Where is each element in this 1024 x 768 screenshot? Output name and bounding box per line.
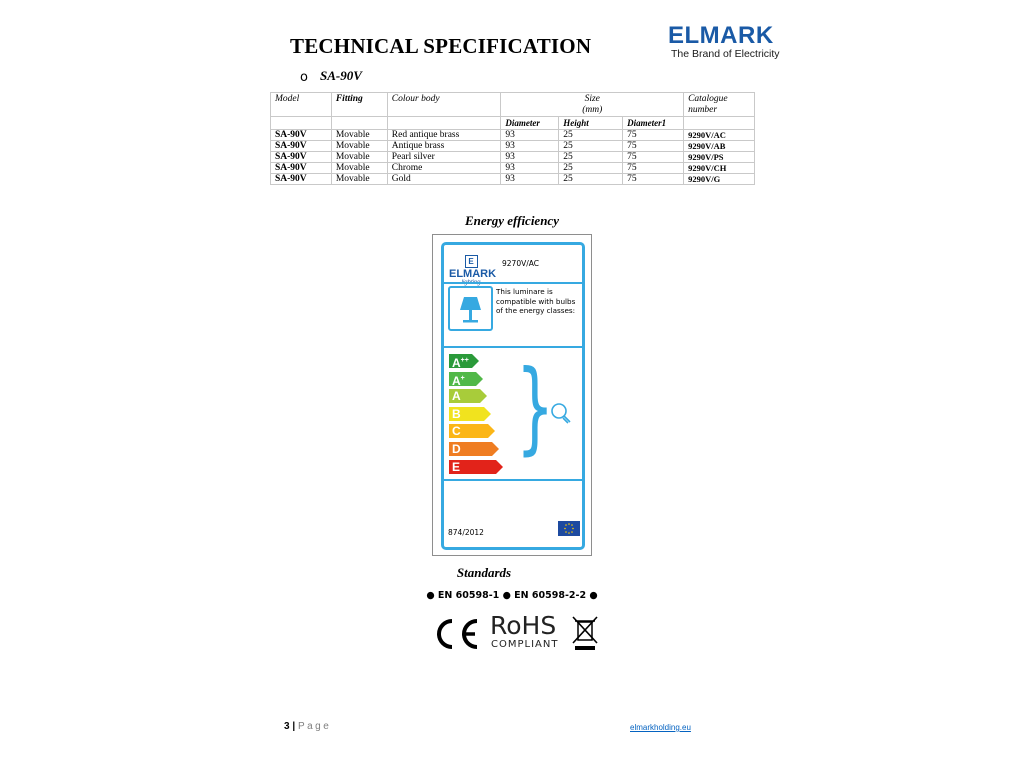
cell-colour: Pearl silver	[387, 152, 501, 163]
label-regulation: 874/2012	[448, 528, 484, 537]
energy-class-suffix: ++	[460, 357, 469, 364]
cell-model: SA-90V	[271, 163, 332, 174]
table-row	[271, 174, 755, 185]
cell-diameter: 93	[501, 174, 559, 185]
energy-class-letter: A	[452, 356, 461, 370]
table-row	[271, 130, 755, 141]
cell-fitting: Movable	[331, 174, 387, 185]
brace-icon: }	[516, 348, 555, 465]
table-subheader-row	[271, 117, 755, 130]
list-bullet: o	[300, 70, 308, 85]
header-size	[501, 93, 684, 117]
standards-list: ● EN 60598-1 ● EN 60598-2-2 ●	[426, 590, 598, 601]
header-size-unit: (mm)	[582, 105, 603, 115]
cell-diameter: 93	[501, 130, 559, 141]
header-catalogue	[684, 93, 755, 117]
energy-class-arrow	[449, 407, 484, 421]
energy-efficiency-title: Energy efficiency	[465, 213, 559, 228]
website-link[interactable]: elmarkholding.eu	[630, 723, 691, 732]
subheader-diameter: Diameter	[501, 117, 559, 130]
logo-word: ELMARK	[668, 22, 774, 49]
cell-catalogue: 9290V/CH	[684, 163, 755, 174]
table-row	[271, 141, 755, 152]
label-product-code: 9270V/AC	[502, 259, 539, 268]
cell-height: 25	[559, 130, 623, 141]
label-logo-word: ELMARK	[449, 268, 497, 280]
cell-diameter1: 75	[623, 174, 684, 185]
energy-class-arrow	[449, 442, 492, 456]
energy-label	[432, 234, 592, 556]
cell-diameter1: 75	[623, 130, 684, 141]
label-divider-top	[444, 282, 582, 284]
cell-model: SA-90V	[271, 174, 332, 185]
table-row	[271, 152, 755, 163]
cell-colour: Red antique brass	[387, 130, 501, 141]
cell-catalogue: 9290V/PS	[684, 152, 755, 163]
page-title: TECHNICAL SPECIFICATION	[290, 34, 592, 58]
page-word: Page	[297, 721, 332, 732]
cell-height: 25	[559, 141, 623, 152]
elmark-logo	[668, 22, 788, 62]
label-logo-mark: E	[465, 255, 478, 268]
cell-diameter: 93	[501, 163, 559, 174]
energy-class-arrow	[449, 354, 472, 368]
energy-class-letter: B	[452, 406, 461, 421]
label-divider-bottom	[444, 479, 582, 481]
table-header-row	[271, 93, 755, 117]
label-compatibility-text: This luminare is compatible with bulbs of the energy classes:	[496, 287, 576, 315]
cell-diameter: 93	[501, 141, 559, 152]
header-catalogue-label: Catalogue	[688, 94, 728, 104]
cell-catalogue: 9290V/G	[684, 174, 755, 185]
energy-class-letter: A	[452, 373, 461, 388]
rohs-compliant: COMPLIANT	[491, 639, 559, 650]
energy-class-arrow	[449, 460, 496, 474]
eu-flag-icon	[558, 521, 580, 536]
label-logo	[449, 251, 497, 283]
cell-diameter1: 75	[623, 163, 684, 174]
energy-class-letter: E	[452, 459, 461, 474]
header-model: Model	[271, 93, 332, 117]
cell-colour: Gold	[387, 174, 501, 185]
logo-tagline: The Brand of Electricity	[671, 48, 780, 60]
header-size-label: Size	[584, 94, 600, 104]
cell-height: 25	[559, 152, 623, 163]
energy-class-arrow	[449, 372, 476, 386]
page-separator: |	[292, 721, 296, 732]
certification-marks	[432, 613, 602, 655]
label-divider-mid	[444, 346, 582, 348]
cell-fitting: Movable	[331, 130, 387, 141]
lamp-icon	[448, 286, 493, 331]
cell-model: SA-90V	[271, 141, 332, 152]
cell-diameter1: 75	[623, 152, 684, 163]
cell-colour: Antique brass	[387, 141, 501, 152]
cell-height: 25	[559, 163, 623, 174]
cell-diameter: 93	[501, 152, 559, 163]
cell-height: 25	[559, 174, 623, 185]
energy-class-arrow	[449, 424, 488, 438]
cell-model: SA-90V	[271, 152, 332, 163]
energy-class-letter: A	[452, 389, 461, 404]
cell-model: SA-90V	[271, 130, 332, 141]
energy-class-letter: C	[452, 424, 461, 439]
energy-class-arrow	[449, 389, 480, 403]
model-heading: SA-90V	[320, 68, 362, 83]
energy-class-letter: D	[452, 442, 461, 456]
header-catalogue-label2: number	[688, 105, 718, 115]
cell-catalogue: 9290V/AC	[684, 130, 755, 141]
rohs-mark: RoHS	[490, 611, 557, 640]
page-number-value: 3	[284, 721, 290, 732]
subheader-height: Height	[559, 117, 623, 130]
energy-label-frame	[441, 242, 585, 550]
header-colour-body: Colour body	[387, 93, 501, 117]
subheader-diameter1: Diameter1	[623, 117, 684, 130]
bulb-icon	[548, 400, 576, 433]
energy-class-suffix: +	[460, 374, 465, 382]
weee-bin-icon	[573, 617, 597, 650]
cell-fitting: Movable	[331, 141, 387, 152]
standards-title: Standards	[456, 565, 512, 580]
cell-colour: Chrome	[387, 163, 501, 174]
cell-diameter1: 75	[623, 141, 684, 152]
spec-table	[270, 92, 755, 185]
cell-catalogue: 9290V/AB	[684, 141, 755, 152]
header-fitting: Fitting	[331, 93, 387, 117]
cell-fitting: Movable	[331, 152, 387, 163]
table-row	[271, 163, 755, 174]
page-number	[284, 721, 331, 732]
cell-fitting: Movable	[331, 163, 387, 174]
